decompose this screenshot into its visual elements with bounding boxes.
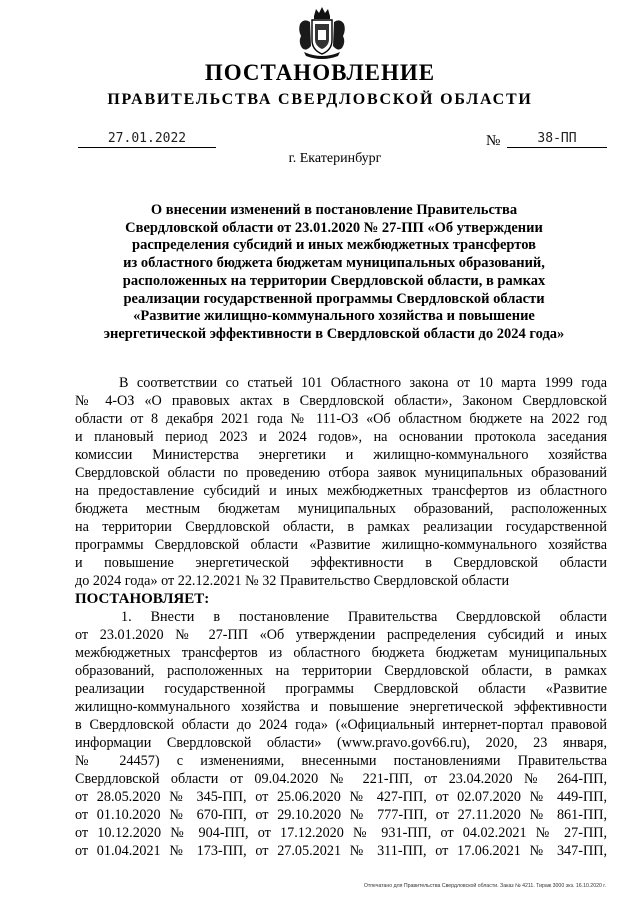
heading-line: из областного бюджета бюджетам муниципальных образований, — [123, 255, 545, 272]
body-line: образований, расположенных на территории Свердловской области, в рамках — [75, 663, 607, 679]
body-line: 1. Внести в постановление Правительства Свердловской области — [121, 609, 607, 625]
heading-line: распределения субсидий и иных межбюджетных трансфертов — [132, 237, 536, 254]
body-line: от 28.05.2020 № 345-ПП, от 25.06.2020 № 427-ПП, от 02.07.2020 № 449-ПП, — [75, 789, 607, 805]
heading-line: «Развитие жилищно-коммунального хозяйства и повышение — [133, 308, 535, 325]
print-footer: Отпечатано для Правительства Свердловской области. Заказ № 4211. Тираж 3000 экз. 16.10.2020 г. — [363, 883, 606, 889]
body-line: жилищно-коммунального хозяйства и повышение энергетической эффективности — [75, 699, 607, 715]
body-line: на предоставление субсидий и иных межбюджетных трансфертов из областного — [75, 483, 607, 499]
document-date: 27.01.2022 — [78, 131, 216, 148]
body-line: В соответствии со статьей 101 Областного закона от 10 марта 1999 года — [119, 375, 607, 391]
document-body — [75, 374, 607, 860]
body-line: № 24457) с изменениями, внесенными постановлениями Правительства — [75, 753, 607, 769]
heading-line: реализации государственной программы Свердловской области — [123, 290, 545, 307]
heading-line: энергетической эффективности в Свердловской области до 2024 года» — [103, 325, 565, 342]
document-city: г. Екатеринбург — [288, 151, 382, 166]
coat-of-arms-icon — [296, 6, 348, 60]
body-line: № 4-ОЗ «О правовых актах в Свердловской области», Законом Свердловской — [75, 393, 607, 409]
body-line: на территории Свердловской области, в рамках реализации государственной — [75, 519, 607, 535]
body-line: межбюджетных трансфертов из областного бюджета бюджетам муниципальных — [75, 645, 607, 661]
body-line: реализации государственной программы Свердловской области «Развитие — [75, 681, 607, 697]
body-line: Свердловской области по проведению отбора заявок муниципальных образований — [75, 465, 607, 481]
body-line: от 01.04.2021 № 173-ПП, от 27.05.2021 № 311-ПП, от 17.06.2021 № 347-ПП, — [75, 843, 607, 859]
document-issuer: ПРАВИТЕЛЬСТВА СВЕРДЛОВСКОЙ ОБЛАСТИ — [107, 91, 533, 108]
body-line: в Свердловской области до 2024 года» («Официальный интернет-портал правовой — [75, 717, 607, 733]
body-line: области от 8 декабря 2021 года № 111-ОЗ «Об областном бюджете на 2022 год — [75, 411, 607, 427]
heading-line: расположенных на территории Свердловской области, в рамках — [122, 272, 546, 289]
body-line: до 2024 года» от 22.12.2021 № 32 Правительство Свердловской области — [75, 573, 510, 589]
document-heading — [100, 202, 568, 344]
body-line: Свердловской области от 09.04.2020 № 221-ПП, от 23.04.2020 № 264-ПП, — [75, 771, 607, 787]
body-line: и повышение энергетической эффективности в Свердловской области — [75, 555, 607, 571]
body-line: комиссии Министерства энергетики и жилищно-коммунального хозяйства — [75, 447, 607, 463]
heading-line: Свердловской области от 23.01.2020 № 27-ПП «Об утверждении — [125, 219, 543, 236]
body-line: от 01.10.2020 № 670-ПП, от 29.10.2020 № 777-ПП, от 27.11.2020 № 861-ПП, — [75, 807, 607, 823]
body-line: бюджета местным бюджетам муниципальных образований, расположенных — [75, 501, 607, 517]
body-line: информации Свердловской области» (www.pravo.gov66.ru), 2020, 23 января, — [75, 735, 607, 751]
body-line: от 10.12.2020 № 904-ПП, от 17.12.2020 № 931-ПП, от 04.02.2021 № 27-ПП, — [75, 825, 607, 841]
heading-line: О внесении изменений в постановление Правительства — [150, 202, 518, 218]
number-label: № — [486, 133, 501, 149]
resolves-heading: ПОСТАНОВЛЯЕТ: — [75, 591, 210, 607]
body-line: от 23.01.2020 № 27-ПП «Об утверждении распределения субсидий и иных — [75, 627, 607, 643]
document-number: 38-ПП — [507, 131, 607, 148]
body-line: и плановый период 2023 и 2024 годов», на основании протокола заседания — [75, 429, 607, 445]
document-title: ПОСТАНОВЛЕНИЕ — [204, 60, 436, 85]
body-line: программы Свердловской области «Развитие жилищно-коммунального хозяйства — [75, 537, 607, 553]
